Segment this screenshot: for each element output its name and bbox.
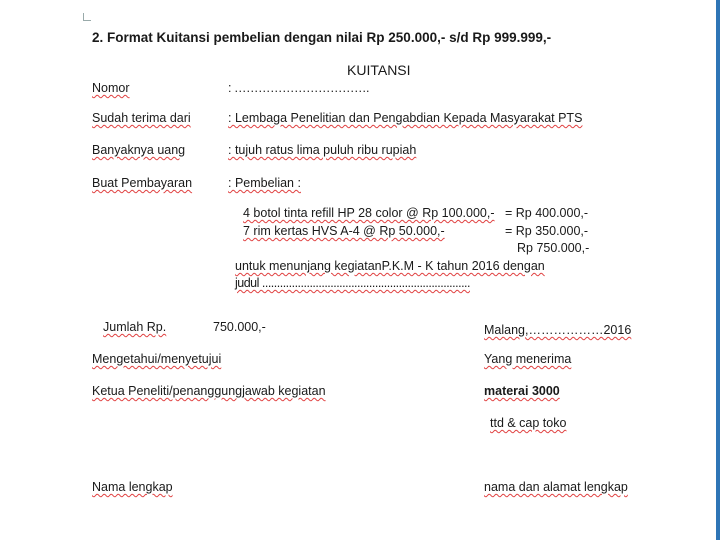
items-total: Rp 750.000,- <box>517 241 590 255</box>
jumlah-label: Jumlah Rp. <box>103 320 167 334</box>
mengetahui-label: Mengetahui/menyetujui <box>92 352 222 366</box>
pembayaran-value: : Pembelian : <box>228 176 301 190</box>
materai-label: materai 3000 <box>484 384 560 398</box>
terima-value: : Lembaga Penelitian dan Pengabdian Kepada Masyarakat PTS <box>228 111 583 125</box>
pembayaran-label: Buat Pembayaran <box>92 176 193 190</box>
banyaknya-value: : tujuh ratus lima puluh ribu rupiah <box>228 143 417 157</box>
margin-corner-mark <box>83 13 91 21</box>
item-1-description: 4 botol tinta refill HP 28 color @ Rp 100.000,- <box>243 206 495 220</box>
item-1-amount: = Rp 400.000,- <box>505 206 589 220</box>
banyaknya-label: Banyaknya uang <box>92 143 186 157</box>
page-edge-bar <box>716 0 720 540</box>
jumlah-value: 750.000,- <box>213 320 266 334</box>
nama-alamat-label: nama dan alamat lengkap <box>484 480 628 494</box>
item-2-amount: = Rp 350.000,- <box>505 224 589 238</box>
item-2-description: 7 rim kertas HVS A-4 @ Rp 50.000,- <box>243 224 445 238</box>
nama-lengkap-label: Nama lengkap <box>92 480 173 494</box>
purpose-line-1: untuk menunjang kegiatanP.K.M - K tahun 2016 dengan <box>235 259 545 273</box>
ketua-label: Ketua Peneliti/penanggungjawab kegiatan <box>92 384 326 398</box>
purpose-line-2: judul ...................................................................... <box>235 276 470 290</box>
ttd-cap-label: ttd & cap toko <box>490 416 567 430</box>
yang-menerima-label: Yang menerima <box>484 352 572 366</box>
nomor-value: : ……………………………. <box>228 81 369 95</box>
nomor-label: Nomor <box>92 81 130 95</box>
terima-label: Sudah terima dari <box>92 111 191 125</box>
document-title: KUITANSI <box>347 62 411 78</box>
place-date: Malang,………………2016 <box>484 323 632 337</box>
section-heading: 2. Format Kuitansi pembelian dengan nilai Rp 250.000,- s/d Rp 999.999,- <box>92 30 552 45</box>
